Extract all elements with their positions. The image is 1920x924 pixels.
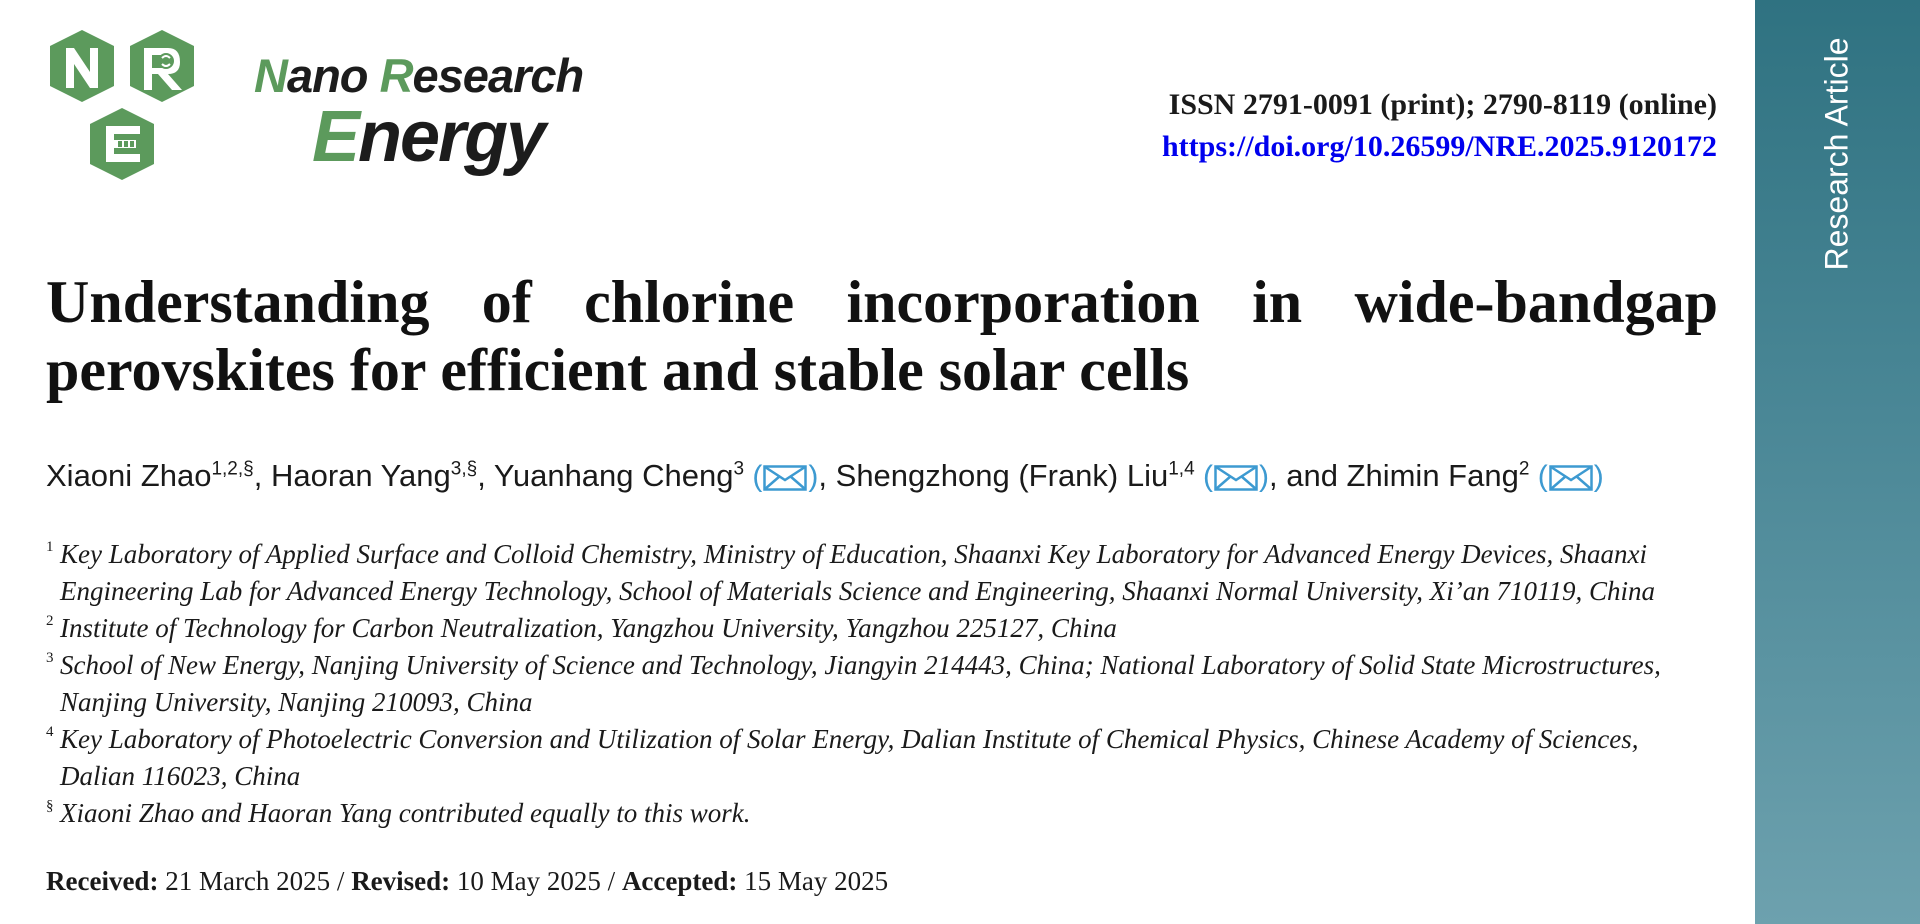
affiliation-item xyxy=(46,610,1706,647)
article-dates xyxy=(46,866,888,897)
accepted-label: Accepted: xyxy=(621,866,738,896)
journal-identifiers xyxy=(1162,84,1717,168)
journal-logo xyxy=(44,28,204,184)
author-affiliation-mark: 2 xyxy=(1518,458,1530,480)
affiliation-text: Key Laboratory of Photoelectric Conversion and Utilization of Solar Energy, Dalian Institute of Chemical Physics, Chinese Academy of Sciences, Dalian 116023, China xyxy=(60,724,1639,791)
accepted-date: 15 May 2025 xyxy=(744,866,889,896)
revised-label: Revised: xyxy=(351,866,451,896)
author-separator: , xyxy=(253,458,271,493)
date-separator: / xyxy=(600,866,622,896)
journal-name xyxy=(254,49,584,177)
affiliation-mark: 1 xyxy=(46,539,54,555)
author-name: Xiaoni Zhao xyxy=(46,458,212,493)
email-envelope-icon[interactable]: ( ) xyxy=(1194,460,1269,493)
journal-name-line1: Nano Research xyxy=(254,49,584,102)
article-title: Understanding of chlorine incorporation in wide-bandgap perovskites for efficient and stable solar cells xyxy=(46,269,1718,403)
affiliation-text: Key Laboratory of Applied Surface and Colloid Chemistry, Ministry of Education, Shaanxi Key Laboratory for Advanced Energy Devices, Shaanxi Engineering Lab for Advanced Energy Technology, School of Materials Science and Engineering, Shaanxi Normal University, Xi’an 710119, China xyxy=(60,539,1656,606)
author-affiliation-mark: 1,2,§ xyxy=(211,458,254,480)
date-separator: / xyxy=(330,866,352,896)
author-affiliation-mark: 3 xyxy=(733,458,745,480)
revised-date: 10 May 2025 xyxy=(456,866,601,896)
affiliation-item xyxy=(46,721,1706,795)
author-separator: , xyxy=(818,458,836,493)
author-list xyxy=(46,458,1736,494)
email-envelope-icon[interactable]: ( ) xyxy=(744,460,819,493)
issn-text: ISSN 2791-0091 (print); 2790-8119 (online) xyxy=(1168,88,1717,121)
author-affiliation-mark: 1,4 xyxy=(1168,458,1195,480)
doi-link[interactable]: https://doi.org/10.26599/NRE.2025.9120172 xyxy=(1161,130,1717,163)
author-separator: , xyxy=(477,458,494,493)
affiliation-item xyxy=(46,795,1706,832)
affiliation-mark: 2 xyxy=(46,613,54,629)
article-type-sidebar xyxy=(1755,0,1920,924)
affiliation-text: Xiaoni Zhao and Haoran Yang contributed equally to this work. xyxy=(60,798,751,828)
affiliation-list xyxy=(46,536,1706,832)
author-name: Yuanhang Cheng xyxy=(493,458,734,493)
author-name: Shengzhong (Frank) Liu xyxy=(835,458,1169,493)
affiliation-mark: 4 xyxy=(46,724,54,740)
affiliation-item xyxy=(46,647,1706,721)
affiliation-text: Institute of Technology for Carbon Neutralization, Yangzhou University, Yangzhou 225127, China xyxy=(60,613,1117,643)
affiliation-mark: § xyxy=(46,798,54,814)
affiliation-mark: 3 xyxy=(46,650,54,666)
article-type-label: Research Article xyxy=(1818,37,1855,271)
affiliation-text: School of New Energy, Nanjing University of Science and Technology, Jiangyin 214443, China; National Laboratory of Solid State Microstructures, Nanjing University, Nanjing 210093, China xyxy=(60,650,1661,717)
received-date: 21 March 2025 xyxy=(165,866,331,896)
author-affiliation-mark: 3,§ xyxy=(450,458,478,480)
journal-name-line2: Energy xyxy=(312,97,545,177)
author-name: Zhimin Fang xyxy=(1346,458,1519,493)
author-separator: , and xyxy=(1268,458,1347,493)
received-label: Received: xyxy=(46,866,159,896)
email-envelope-icon[interactable]: ( ) xyxy=(1529,460,1604,493)
affiliation-item xyxy=(46,536,1706,610)
author-name: Haoran Yang xyxy=(270,458,451,493)
